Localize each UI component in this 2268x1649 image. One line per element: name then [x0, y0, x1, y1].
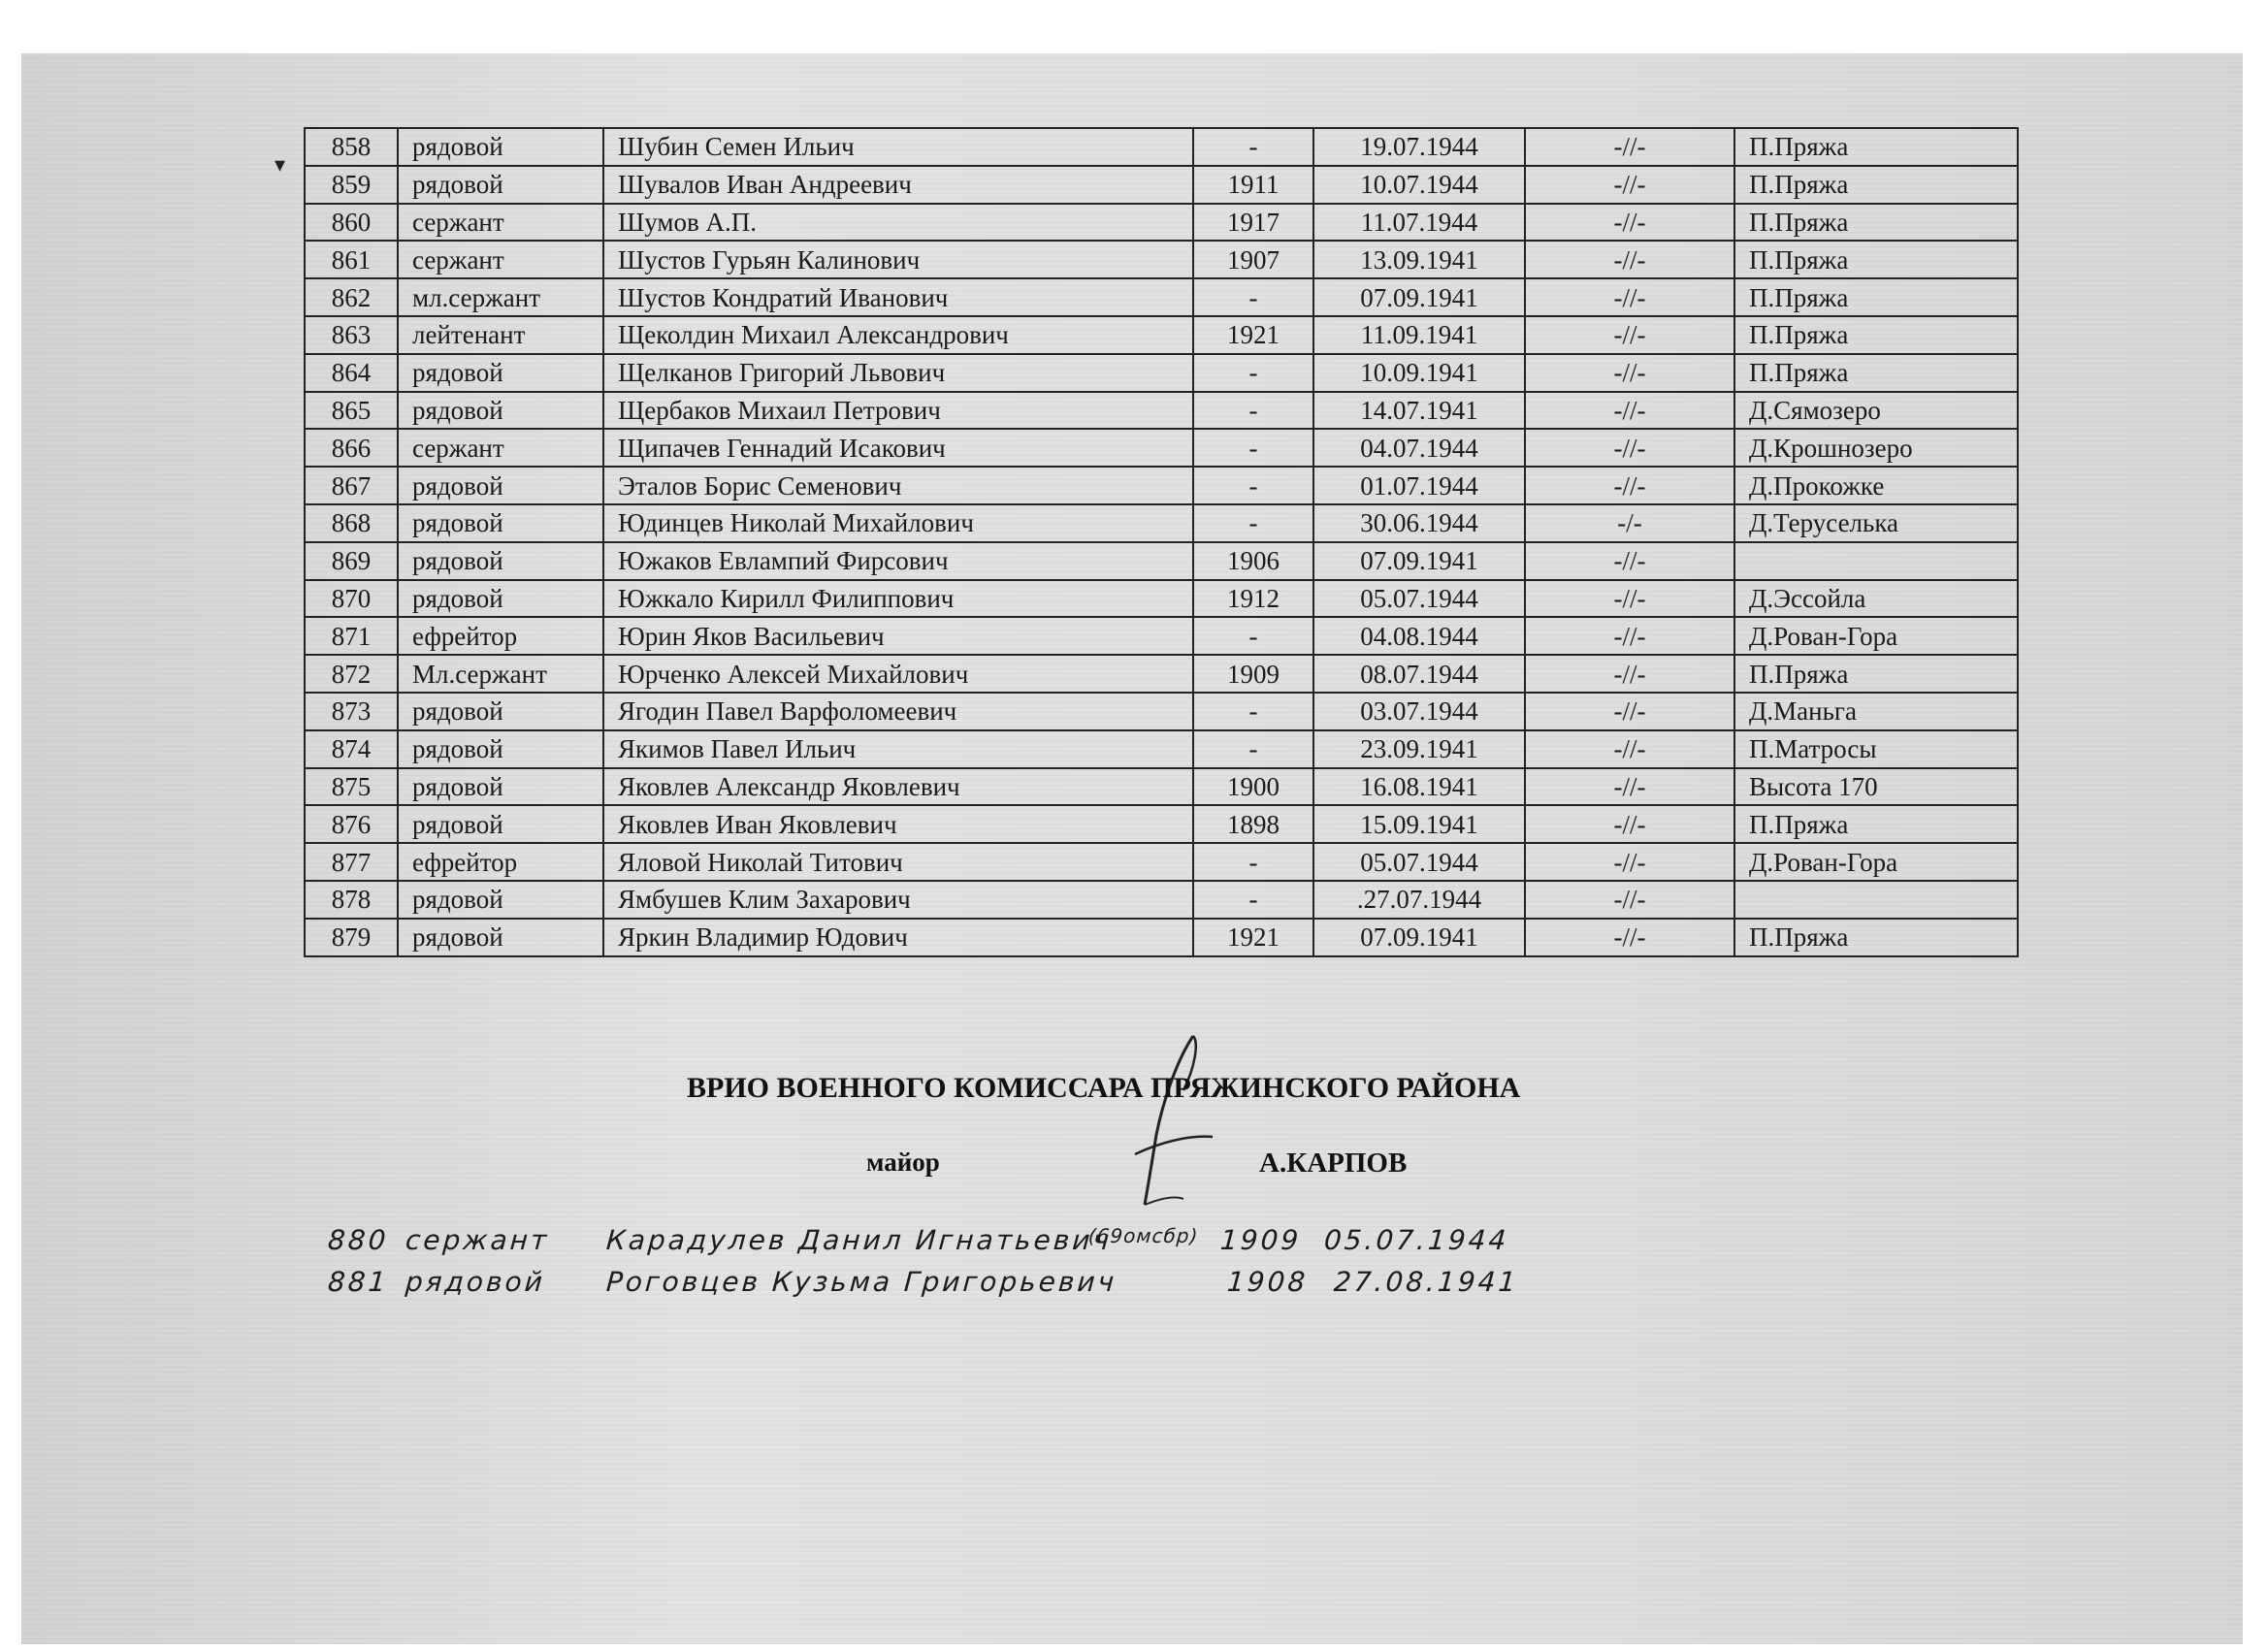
cell-full-name: Южаков Евлампий Фирсович: [603, 542, 1193, 580]
roster-body: [305, 128, 2018, 956]
cell-number: 870: [305, 580, 398, 618]
cell-number: 864: [305, 354, 398, 392]
cell-full-name: Яловой Николай Титович: [603, 843, 1193, 881]
cell-birth-year: 1911: [1193, 166, 1313, 204]
cell-birth-year: 1912: [1193, 580, 1313, 618]
cell-ditto-mark: -//-: [1525, 768, 1734, 806]
casualty-roster-table: [304, 127, 2019, 957]
cell-number: 862: [305, 278, 398, 316]
cell-birth-year: 1921: [1193, 316, 1313, 354]
cell-date: 07.09.1941: [1313, 919, 1525, 956]
cell-burial-place: Высота 170: [1734, 768, 2018, 806]
cell-date: 13.09.1941: [1313, 241, 1525, 278]
cell-burial-place: П.Пряжа: [1734, 166, 2018, 204]
signatory-name: А.КАРПОВ: [1259, 1148, 1408, 1179]
cell-number: 869: [305, 542, 398, 580]
hw-row-year: 1908: [1225, 1266, 1310, 1298]
cell-rank: рядовой: [398, 730, 603, 768]
cell-date: 01.07.1944: [1313, 467, 1525, 504]
cell-full-name: Щербаков Михаил Петрович: [603, 392, 1193, 430]
cell-burial-place: Д.Сямозеро: [1734, 392, 2018, 430]
cell-number: 866: [305, 429, 398, 467]
cell-full-name: Яркин Владимир Юдович: [603, 919, 1193, 956]
hw-row-name: Роговцев Кузьма Григорьевич: [604, 1266, 1118, 1298]
cell-number: 859: [305, 166, 398, 204]
table-row: [305, 278, 2018, 316]
cell-ditto-mark: -//-: [1525, 693, 1734, 730]
cell-ditto-mark: -//-: [1525, 316, 1734, 354]
margin-arrow-mark: ▾: [275, 152, 286, 177]
cell-number: 863: [305, 316, 398, 354]
cell-rank: ефрейтор: [398, 617, 603, 655]
cell-ditto-mark: -//-: [1525, 354, 1734, 392]
cell-date: 07.09.1941: [1313, 542, 1525, 580]
signatory-rank: майор: [866, 1148, 940, 1177]
cell-rank: сержант: [398, 204, 603, 242]
cell-number: 878: [305, 881, 398, 919]
cell-burial-place: П.Пряжа: [1734, 316, 2018, 354]
cell-number: 871: [305, 617, 398, 655]
cell-number: 875: [305, 768, 398, 806]
cell-rank: рядовой: [398, 768, 603, 806]
cell-date: 23.09.1941: [1313, 730, 1525, 768]
cell-burial-place: П.Пряжа: [1734, 919, 2018, 956]
cell-ditto-mark: -//-: [1525, 655, 1734, 693]
handwritten-signature: [1067, 1028, 1261, 1212]
cell-birth-year: -: [1193, 504, 1313, 542]
cell-date: .27.07.1944: [1313, 881, 1525, 919]
table-row: [305, 128, 2018, 166]
cell-number: 877: [305, 843, 398, 881]
cell-rank: сержант: [398, 429, 603, 467]
table-row: [305, 580, 2018, 618]
table-row: [305, 617, 2018, 655]
cell-rank: рядовой: [398, 504, 603, 542]
cell-ditto-mark: -//-: [1525, 730, 1734, 768]
table-row: [305, 919, 2018, 956]
cell-burial-place: [1734, 542, 2018, 580]
cell-burial-place: П.Матросы: [1734, 730, 2018, 768]
cell-burial-place: Д.Крошнозеро: [1734, 429, 2018, 467]
hw-row-date: 05.07.1944: [1322, 1224, 1510, 1256]
cell-full-name: Щипачев Геннадий Исакович: [603, 429, 1193, 467]
cell-full-name: Юдинцев Николай Михайлович: [603, 504, 1193, 542]
cell-date: 05.07.1944: [1313, 843, 1525, 881]
cell-full-name: Щелканов Григорий Львович: [603, 354, 1193, 392]
cell-ditto-mark: -//-: [1525, 467, 1734, 504]
cell-rank: рядовой: [398, 580, 603, 618]
cell-birth-year: -: [1193, 843, 1313, 881]
hw-row-name: Карадулев Данил Игнатьевич: [604, 1224, 1114, 1256]
table-row: [305, 354, 2018, 392]
cell-rank: рядовой: [398, 392, 603, 430]
table-row: [305, 693, 2018, 730]
cell-burial-place: П.Пряжа: [1734, 655, 2018, 693]
cell-birth-year: -: [1193, 467, 1313, 504]
cell-full-name: Шустов Гурьян Калинович: [603, 241, 1193, 278]
cell-full-name: Яковлев Иван Яковлевич: [603, 805, 1193, 843]
cell-date: 05.07.1944: [1313, 580, 1525, 618]
cell-burial-place: Д.Маньга: [1734, 693, 2018, 730]
table-row: [305, 316, 2018, 354]
cell-ditto-mark: -//-: [1525, 617, 1734, 655]
cell-full-name: Щеколдин Михаил Александрович: [603, 316, 1193, 354]
cell-number: 879: [305, 919, 398, 956]
hw-row-year: 1909: [1218, 1224, 1303, 1256]
cell-birth-year: -: [1193, 128, 1313, 166]
cell-birth-year: -: [1193, 730, 1313, 768]
cell-rank: рядовой: [398, 805, 603, 843]
cell-number: 858: [305, 128, 398, 166]
cell-birth-year: -: [1193, 392, 1313, 430]
cell-birth-year: 1917: [1193, 204, 1313, 242]
cell-ditto-mark: -//-: [1525, 542, 1734, 580]
table-row: [305, 843, 2018, 881]
table-row: [305, 655, 2018, 693]
cell-birth-year: 1898: [1193, 805, 1313, 843]
cell-rank: Мл.сержант: [398, 655, 603, 693]
cell-ditto-mark: -//-: [1525, 128, 1734, 166]
cell-ditto-mark: -//-: [1525, 392, 1734, 430]
hw-row-number: 880: [326, 1224, 390, 1256]
cell-number: 873: [305, 693, 398, 730]
cell-date: 11.09.1941: [1313, 316, 1525, 354]
cell-ditto-mark: -//-: [1525, 919, 1734, 956]
hw-row-date: 27.08.1941: [1332, 1266, 1520, 1298]
table-row: [305, 730, 2018, 768]
cell-birth-year: 1907: [1193, 241, 1313, 278]
cell-date: 14.07.1941: [1313, 392, 1525, 430]
cell-ditto-mark: -//-: [1525, 843, 1734, 881]
cell-date: 11.07.1944: [1313, 204, 1525, 242]
cell-rank: рядовой: [398, 354, 603, 392]
cell-rank: рядовой: [398, 919, 603, 956]
cell-burial-place: Д.Теруселька: [1734, 504, 2018, 542]
table-row: [305, 166, 2018, 204]
cell-full-name: Шумов А.П.: [603, 204, 1193, 242]
cell-rank: рядовой: [398, 128, 603, 166]
cell-ditto-mark: -//-: [1525, 881, 1734, 919]
cell-date: 04.07.1944: [1313, 429, 1525, 467]
cell-burial-place: Д.Рован-Гора: [1734, 617, 2018, 655]
cell-burial-place: П.Пряжа: [1734, 128, 2018, 166]
cell-date: 16.08.1941: [1313, 768, 1525, 806]
cell-birth-year: 1906: [1193, 542, 1313, 580]
cell-burial-place: П.Пряжа: [1734, 241, 2018, 278]
cell-burial-place: Д.Рован-Гора: [1734, 843, 2018, 881]
cell-birth-year: 1921: [1193, 919, 1313, 956]
cell-full-name: Шубин Семен Ильич: [603, 128, 1193, 166]
cell-full-name: Яковлев Александр Яковлевич: [603, 768, 1193, 806]
cell-rank: рядовой: [398, 467, 603, 504]
cell-rank: рядовой: [398, 693, 603, 730]
cell-full-name: Ягодин Павел Варфоломеевич: [603, 693, 1193, 730]
hw-row-rank: сержант: [404, 1224, 551, 1256]
cell-rank: рядовой: [398, 166, 603, 204]
cell-number: 876: [305, 805, 398, 843]
table-row: [305, 429, 2018, 467]
cell-date: 04.08.1944: [1313, 617, 1525, 655]
cell-number: 872: [305, 655, 398, 693]
table-row: [305, 392, 2018, 430]
cell-birth-year: 1909: [1193, 655, 1313, 693]
cell-ditto-mark: -//-: [1525, 278, 1734, 316]
cell-ditto-mark: -//-: [1525, 166, 1734, 204]
cell-birth-year: -: [1193, 429, 1313, 467]
cell-number: 867: [305, 467, 398, 504]
hw-row-number: 881: [326, 1266, 390, 1298]
cell-date: 30.06.1944: [1313, 504, 1525, 542]
table-row: [305, 467, 2018, 504]
cell-rank: рядовой: [398, 881, 603, 919]
table-row: [305, 204, 2018, 242]
cell-full-name: Шустов Кондратий Иванович: [603, 278, 1193, 316]
cell-rank: мл.сержант: [398, 278, 603, 316]
cell-birth-year: -: [1193, 278, 1313, 316]
cell-ditto-mark: -/-: [1525, 504, 1734, 542]
hw-row-note: (69омсбр): [1087, 1224, 1200, 1247]
cell-date: 15.09.1941: [1313, 805, 1525, 843]
cell-number: 860: [305, 204, 398, 242]
cell-ditto-mark: -//-: [1525, 429, 1734, 467]
cell-date: 19.07.1944: [1313, 128, 1525, 166]
cell-number: 874: [305, 730, 398, 768]
table-row: [305, 805, 2018, 843]
cell-date: 03.07.1944: [1313, 693, 1525, 730]
cell-full-name: Шувалов Иван Андреевич: [603, 166, 1193, 204]
cell-birth-year: -: [1193, 693, 1313, 730]
cell-rank: ефрейтор: [398, 843, 603, 881]
cell-full-name: Юрин Яков Васильевич: [603, 617, 1193, 655]
cell-rank: лейтенант: [398, 316, 603, 354]
cell-full-name: Якимов Павел Ильич: [603, 730, 1193, 768]
cell-full-name: Южкало Кирилл Филиппович: [603, 580, 1193, 618]
table-row: [305, 241, 2018, 278]
table-row: [305, 768, 2018, 806]
cell-ditto-mark: -//-: [1525, 805, 1734, 843]
cell-rank: сержант: [398, 241, 603, 278]
cell-burial-place: П.Пряжа: [1734, 805, 2018, 843]
cell-rank: рядовой: [398, 542, 603, 580]
cell-full-name: Эталов Борис Семенович: [603, 467, 1193, 504]
hw-row-rank: рядовой: [404, 1266, 547, 1298]
table-row: [305, 881, 2018, 919]
cell-burial-place: [1734, 881, 2018, 919]
cell-burial-place: П.Пряжа: [1734, 354, 2018, 392]
cell-date: 10.09.1941: [1313, 354, 1525, 392]
cell-number: 865: [305, 392, 398, 430]
cell-date: 07.09.1941: [1313, 278, 1525, 316]
cell-ditto-mark: -//-: [1525, 204, 1734, 242]
cell-full-name: Ямбушев Клим Захарович: [603, 881, 1193, 919]
cell-burial-place: Д.Эссойла: [1734, 580, 2018, 618]
cell-number: 868: [305, 504, 398, 542]
cell-birth-year: -: [1193, 354, 1313, 392]
commissar-heading: ВРИО ВОЕННОГО КОМИССАРА ПРЯЖИНСКОГО РАЙОНА: [687, 1072, 1521, 1104]
cell-number: 861: [305, 241, 398, 278]
cell-burial-place: Д.Прокожке: [1734, 467, 2018, 504]
cell-birth-year: -: [1193, 617, 1313, 655]
cell-full-name: Юрченко Алексей Михайлович: [603, 655, 1193, 693]
table-row: [305, 504, 2018, 542]
cell-burial-place: П.Пряжа: [1734, 278, 2018, 316]
cell-burial-place: П.Пряжа: [1734, 204, 2018, 242]
cell-ditto-mark: -//-: [1525, 241, 1734, 278]
cell-birth-year: 1900: [1193, 768, 1313, 806]
cell-date: 08.07.1944: [1313, 655, 1525, 693]
table-row: [305, 542, 2018, 580]
cell-date: 10.07.1944: [1313, 166, 1525, 204]
cell-ditto-mark: -//-: [1525, 580, 1734, 618]
cell-birth-year: -: [1193, 881, 1313, 919]
